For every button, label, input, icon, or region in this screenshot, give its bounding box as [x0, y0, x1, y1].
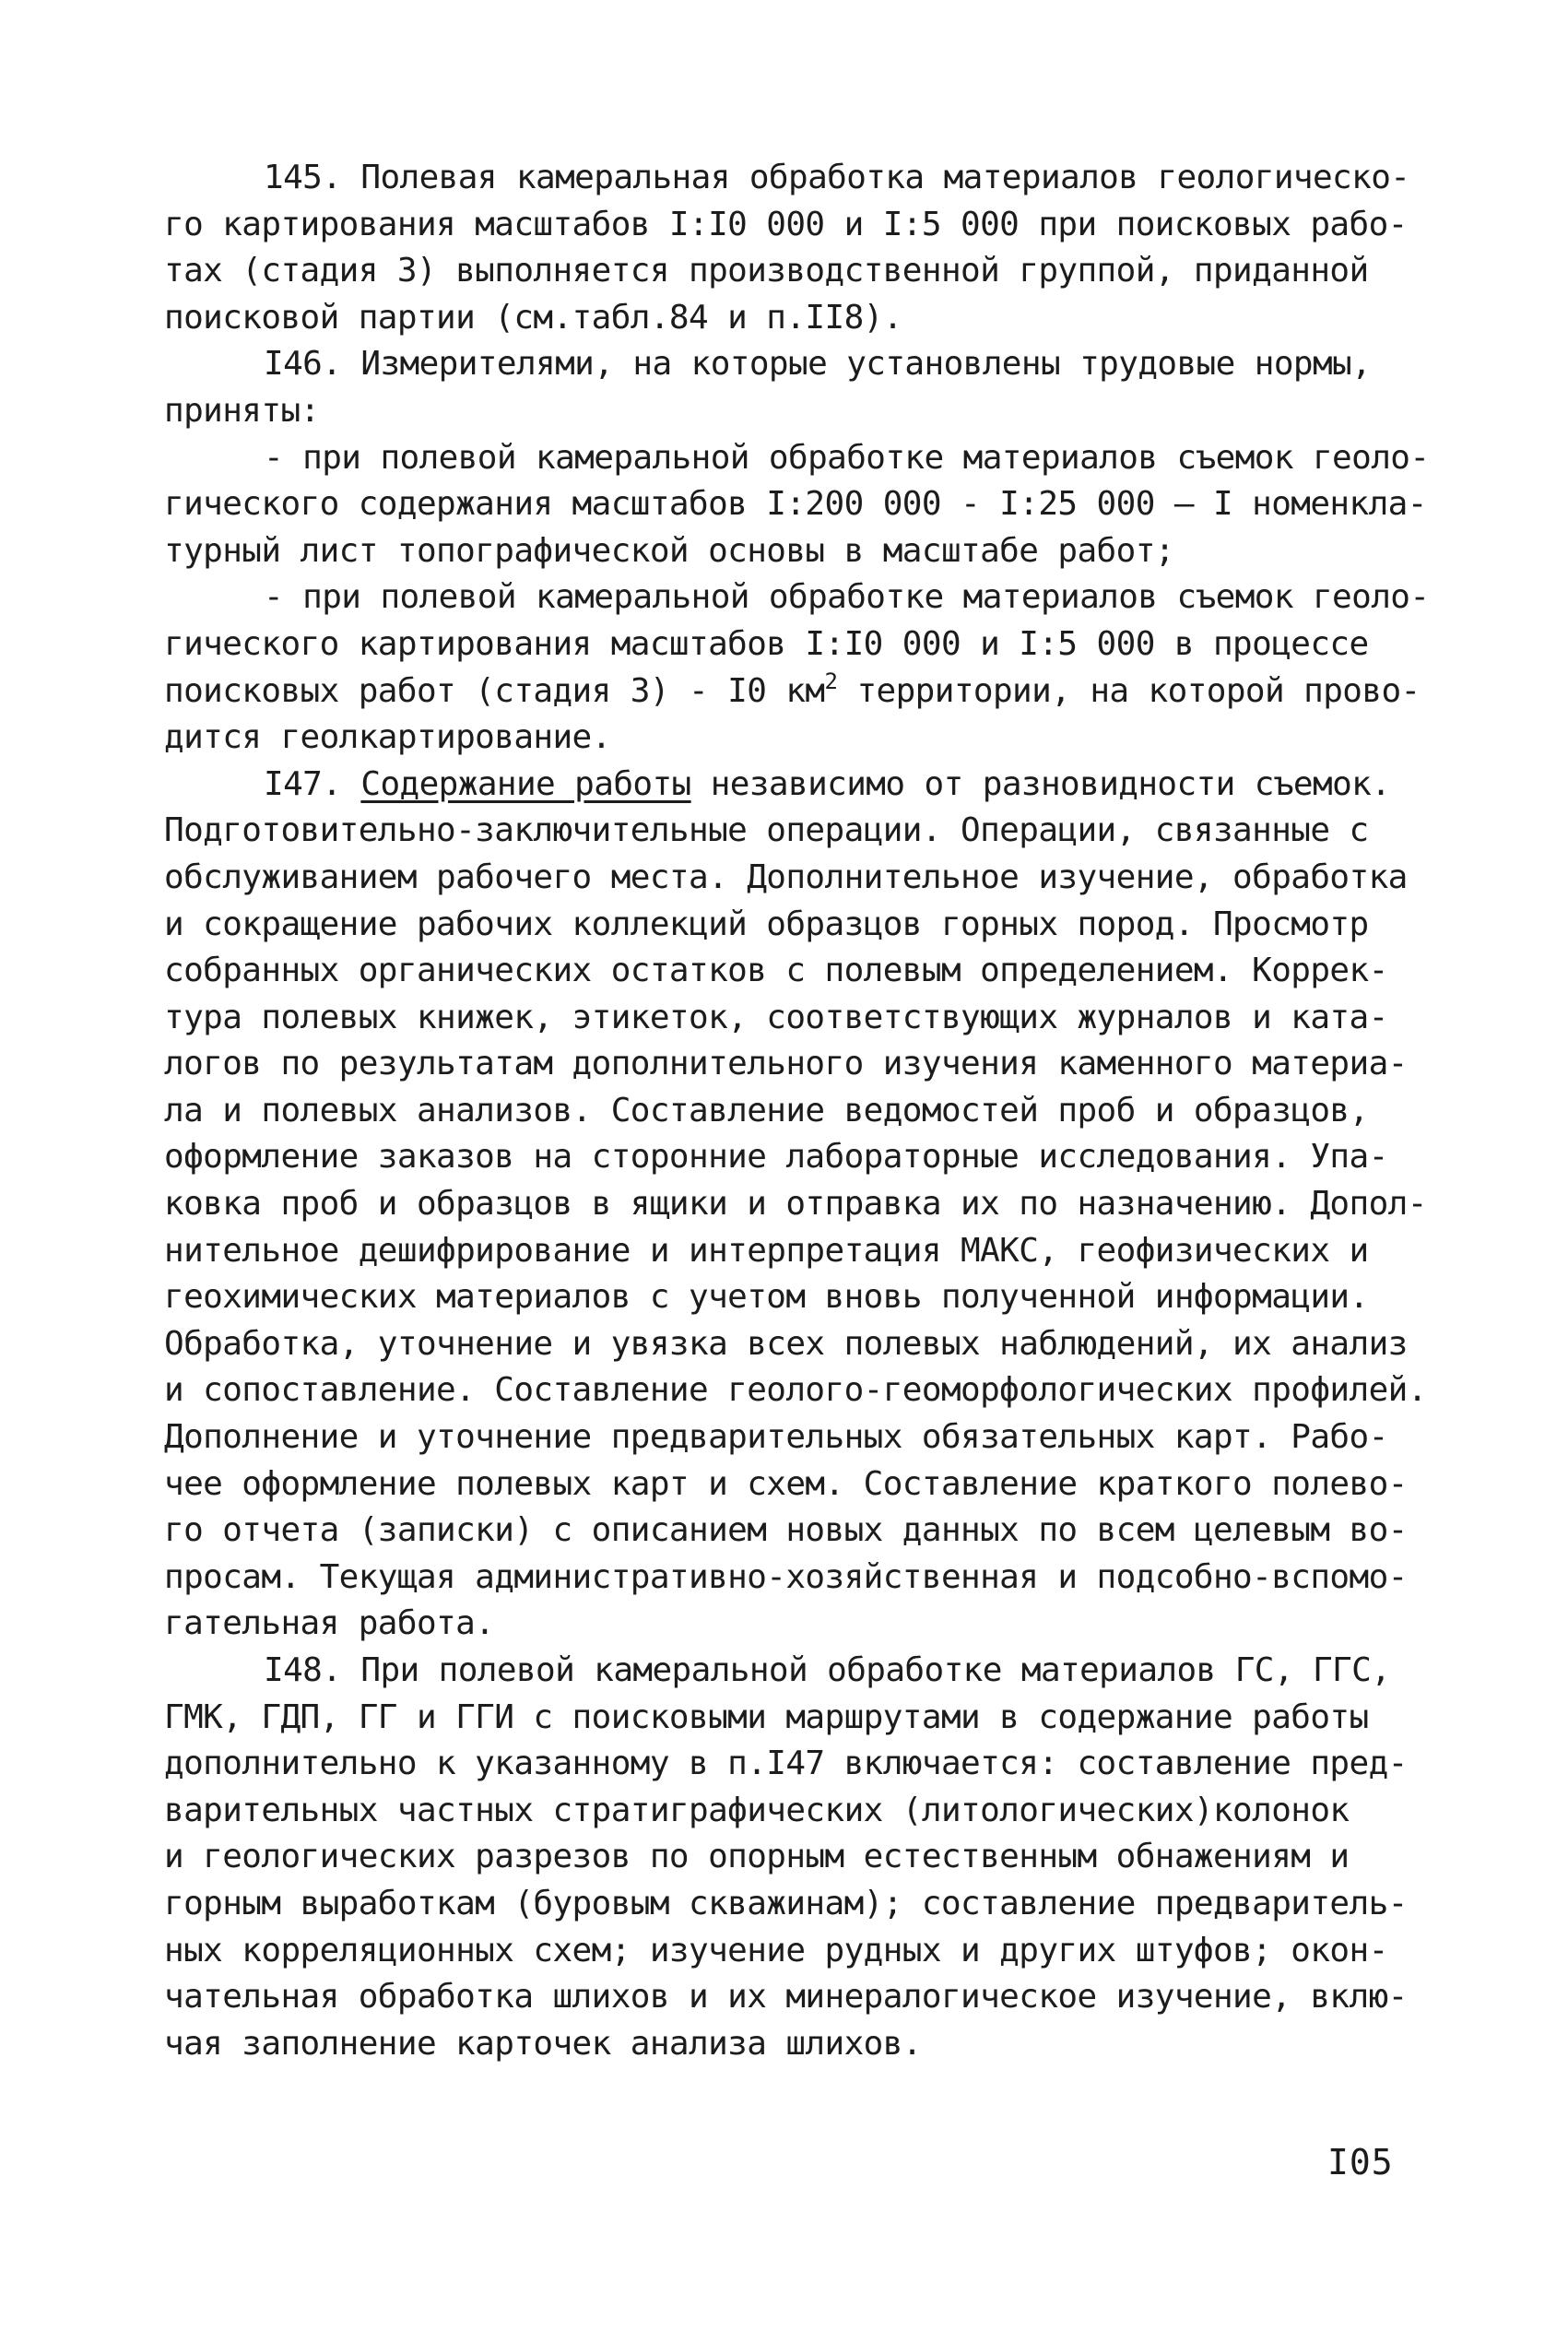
page-number: I05	[1327, 2142, 1394, 2182]
text-line: тура полевых книжек, этикеток, соответствующих журналов и ката-	[164, 998, 1388, 1036]
text-line: Обработка, уточнение и увязка всех полевых наблюдений, их анализ	[164, 1324, 1408, 1363]
text-line: собранных органических остатков с полевым определением. Коррек-	[164, 952, 1388, 990]
text-line: и геологических разрезов по опорным естественным обнажениям и	[164, 1838, 1350, 1876]
text-line: го отчета (записки) с описанием новых данных по всем целевым во-	[164, 1511, 1408, 1550]
text-line: ла и полевых анализов. Составление ведомостей проб и образцов,	[164, 1091, 1369, 1130]
underlined-heading: Содержание работы	[360, 764, 691, 803]
text-line: и сокращение рабочих коллекций образцов горных пород. Просмотр	[164, 905, 1369, 943]
text-line: I48. При полевой камеральной обработке материалов ГС, ГГС,	[264, 1651, 1391, 1689]
text-line: гического содержания масштабов I:200 000 - I:25 000 — I номенкла-	[164, 485, 1427, 524]
text-line: го картирования масштабов I:I0 000 и I:5 000 при поисковых рабо-	[164, 205, 1408, 243]
text-segment: поисковых работ (стадия 3) - I0 км	[164, 671, 825, 710]
text-line: гического картирования масштабов I:I0 000 и I:5 000 в процессе	[164, 624, 1369, 663]
text-line: поисковой партии (см.табл.84 и п.II8).	[164, 298, 902, 337]
text-line: турный лист топографической основы в масштабе работ;	[164, 531, 1174, 570]
text-line: и сопоставление. Составление геолого-геоморфологических профилей.	[164, 1371, 1427, 1410]
text-line: просам. Текущая административно-хозяйственная и подсобно-вспомо-	[164, 1557, 1408, 1596]
text-line: горным выработкам (буровым скважинам); составление предваритель-	[164, 1884, 1408, 1922]
text-line: варительных частных стратиграфических (литологических)колонок	[164, 1791, 1350, 1829]
text-line-with-underline	[164, 762, 1422, 809]
text-line: чательная обработка шлихов и их минералогическое изучение, вклю-	[164, 1978, 1408, 2017]
text-line: 145. Полевая камеральная обработка материалов геологическо-	[264, 159, 1410, 196]
text-line: ковка проб и образцов в ящики и отправка их по назначению. Допол-	[164, 1185, 1427, 1224]
text-line: - при полевой камеральной обработке материалов съемок геоло-	[264, 438, 1430, 477]
text-line: чее оформление полевых карт и схем. Составление краткого полево-	[164, 1464, 1408, 1503]
text-line: геохимических материалов с учетом вновь полученной информации.	[164, 1278, 1369, 1317]
text-segment: независимо от разновидности съемок.	[690, 764, 1391, 803]
text-line: гательная работа.	[164, 1604, 495, 1643]
text-line: тах (стадия 3) выполняется производственной группой, приданной	[164, 252, 1369, 290]
text-segment: I47.	[264, 764, 361, 803]
text-line: нительное дешифрирование и интерпретация МАКС, геофизических и	[164, 1231, 1369, 1270]
document-body	[164, 155, 1430, 2067]
text-line: оформление заказов на сторонние лабораторные исследования. Упа-	[164, 1138, 1388, 1177]
text-line: приняты:	[164, 391, 320, 430]
text-line: дится геолкартирование.	[164, 718, 611, 757]
text-line: - при полевой камеральной обработке материалов съемок геоло-	[264, 578, 1430, 617]
text-line: дополнительно к указанному в п.I47 включается: составление пред-	[164, 1745, 1408, 1783]
text-line: I46. Измерителями, на которые установлены трудовые нормы,	[264, 345, 1372, 384]
text-line: ных корреляционных схем; изучение рудных и других штуфов; окон-	[164, 1931, 1388, 1969]
superscript-2: 2	[824, 668, 838, 694]
text-line: Дополнение и уточнение предварительных обязательных карт. Рабо-	[164, 1418, 1388, 1457]
text-line: Подготовительно-заключительные операции. Операции, связанные с	[164, 811, 1369, 850]
text-line: ГМК, ГДП, ГГ и ГГИ с поисковыми маршрутами в содержание работы	[164, 1697, 1369, 1736]
text-line: логов по результатам дополнительного изучения каменного материа-	[164, 1045, 1408, 1083]
text-line: обслуживанием рабочего места. Дополнительное изучение, обработка	[164, 857, 1408, 896]
text-line-with-superscript	[164, 668, 1422, 716]
text-line: чая заполнение карточек анализа шлихов.	[164, 2024, 922, 2063]
text-segment: территории, на которой прово-	[837, 671, 1421, 710]
